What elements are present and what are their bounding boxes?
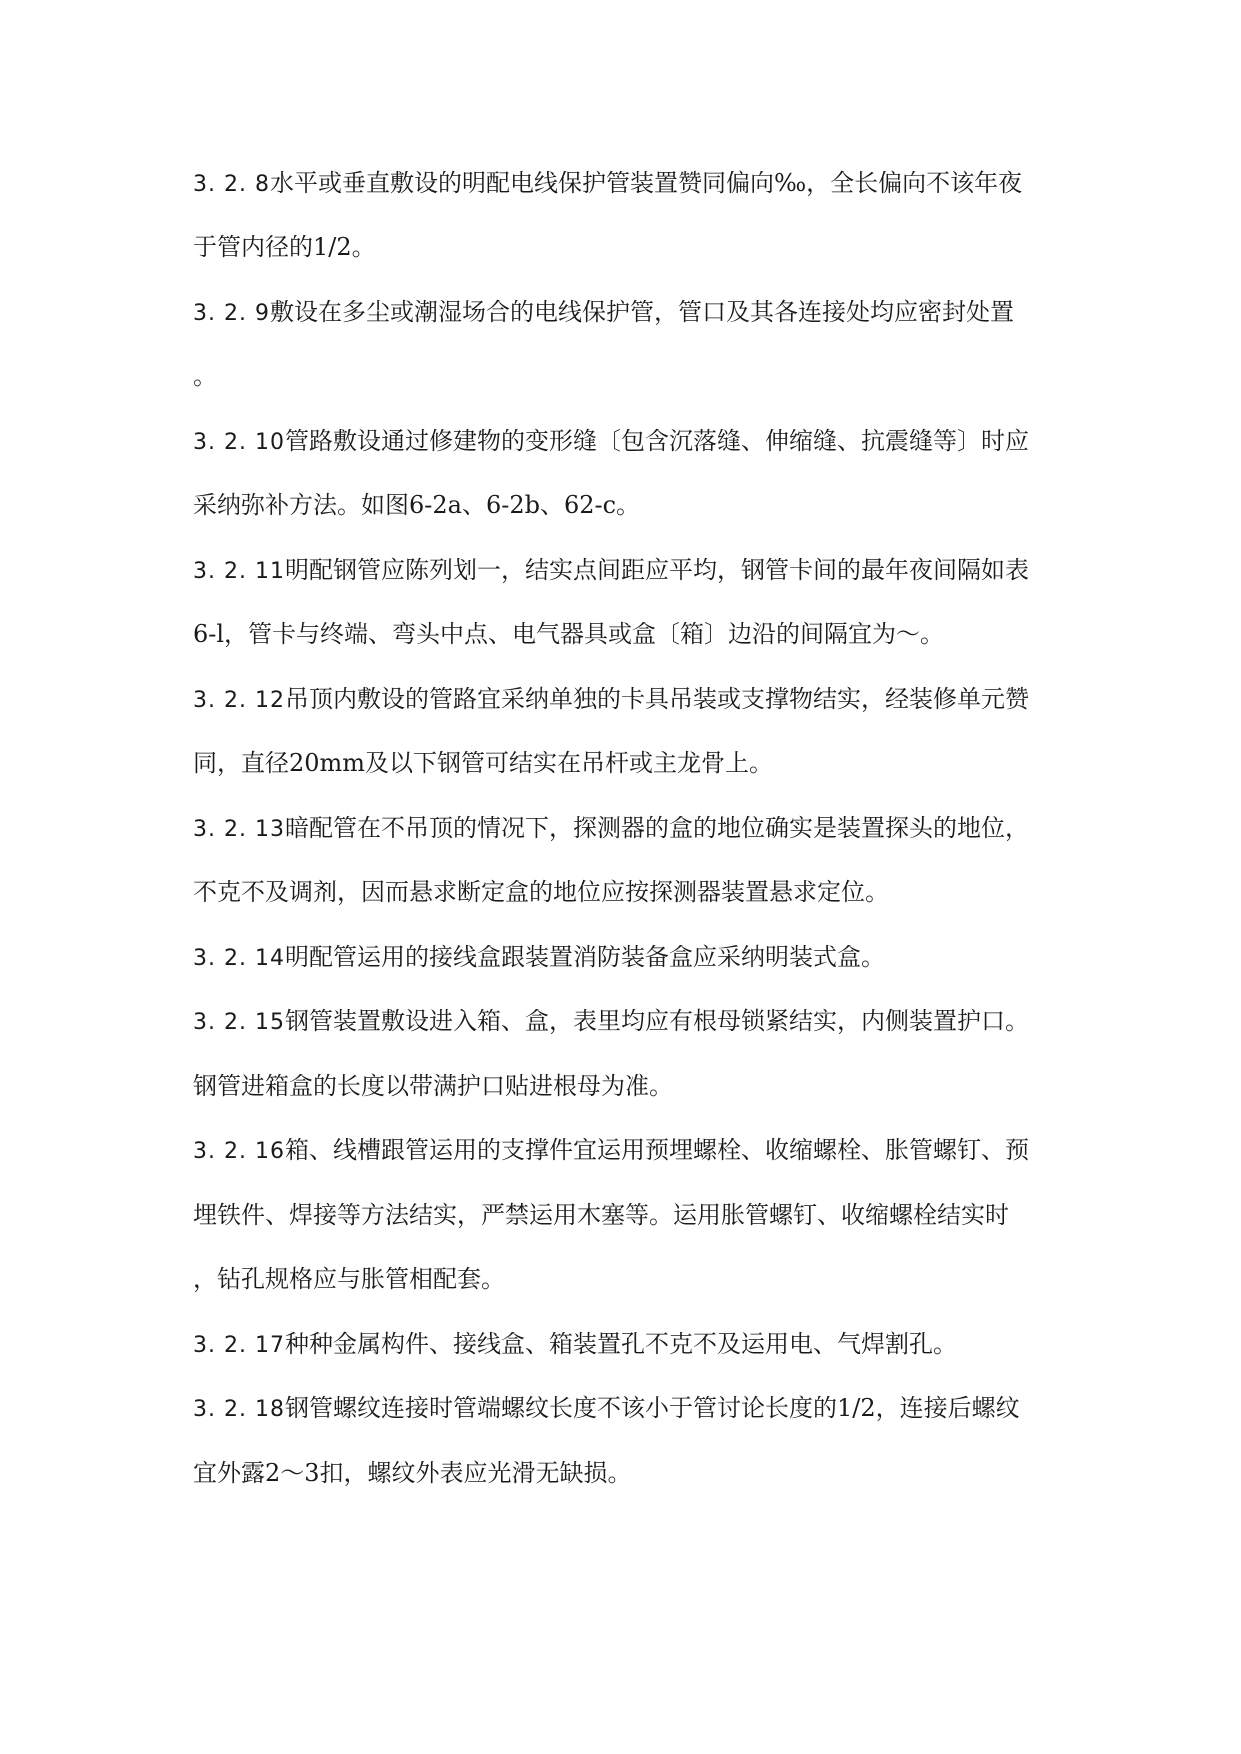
paragraph-line [193,490,640,522]
paragraph-line [193,748,773,780]
paragraph-line [193,1458,632,1490]
paragraph-line [193,232,376,264]
clause-number: 3. 2. 18 [193,1397,285,1422]
paragraph-line [193,1393,1020,1425]
clause-number: 3. 2. 17 [193,1333,285,1358]
clause-number: 3. 2. 12 [193,688,285,713]
paragraph-line [193,1071,673,1103]
paragraph-line [193,1200,1009,1232]
paragraph-line [193,168,1022,200]
line-text: 箱、线槽跟管运用的支撑件宜运用预埋螺栓、收缩螺栓、胀管螺钉、预 [284,1136,1029,1164]
clause-number: 3. 2. 9 [193,301,270,326]
line-text: 管路敷设通过修建物的变形缝〔包含沉落缝、伸缩缝、抗震缝等〕时应 [284,427,1029,455]
paragraph-line [193,1329,957,1361]
line-text: 。 [193,362,217,390]
paragraph-line [193,1006,1029,1038]
line-text: 钢管进箱盒的长度以带满护口贴进根母为准。 [193,1072,673,1100]
line-text: 埋铁件、焊接等方法结实，严禁运用木塞等。运用胀管螺钉、收缩螺栓结实时 [193,1201,1009,1229]
line-text: 吊顶内敷设的管路宜采纳单独的卡具吊装或支撑物结实，经装修单元赞 [284,685,1029,713]
line-text: 不克不及调剂，因而悬求断定盒的地位应按探测器装置悬求定位。 [193,878,889,906]
paragraph-line [193,619,944,651]
line-text: 水平或垂直敷设的明配电线保护管装置赞同偏向‰，全长偏向不该年夜 [269,169,1023,197]
line-text: 6-l，管卡与终端、弯头中点、电气器具或盒〔箱〕边沿的间隔宜为～。 [193,620,945,648]
line-text: 宜外露2～3扣，螺纹外表应光滑无缺损。 [193,1459,632,1487]
line-text: 明配钢管应陈列划一，结实点间距应平均，钢管卡间的最年夜间隔如表 [284,556,1029,584]
clause-number: 3. 2. 15 [193,1010,285,1035]
clause-number: 3. 2. 14 [193,946,285,971]
line-text: 于管内径的1/2。 [193,233,376,261]
paragraph-line [193,1264,505,1296]
paragraph-line [193,555,1029,587]
line-text: 明配管运用的接线盒跟装置消防装备盒应采纳明装式盒。 [284,943,885,971]
paragraph-line [193,942,885,974]
line-text: 种种金属构件、接线盒、箱装置孔不克不及运用电、气焊割孔。 [284,1330,957,1358]
paragraph-line [193,877,889,909]
clause-number: 3. 2. 11 [193,559,285,584]
line-text: ，钻孔规格应与胀管相配套。 [193,1265,505,1293]
paragraph-line [193,684,1029,716]
line-text: 钢管螺纹连接时管端螺纹长度不该小于管讨论长度的1/2，连接后螺纹 [284,1394,1020,1422]
paragraph-line [193,813,1029,845]
clause-number: 3. 2. 16 [193,1139,285,1164]
clause-number: 3. 2. 8 [193,172,270,197]
paragraph-line [193,1135,1029,1167]
line-text: 暗配管在不吊顶的情况下，探测器的盒的地位确实是装置探头的地位， [284,814,1029,842]
clause-number: 3. 2. 10 [193,430,285,455]
line-text: 钢管装置敷设进入箱、盒，表里均应有根母锁紧结实，内侧装置护口。 [284,1007,1029,1035]
paragraph-line [193,426,1029,458]
line-text: 同，直径20mm及以下钢管可结实在吊杆或主龙骨上。 [193,749,774,777]
paragraph-line [193,361,217,393]
line-text: 采纳弥补方法。如图6-2a、6-2b、62-c。 [193,491,641,519]
line-text: 敷设在多尘或潮湿场合的电线保护管，管口及其各连接处均应密封处置 [269,298,1014,326]
paragraph-line [193,297,1014,329]
clause-number: 3. 2. 13 [193,817,285,842]
